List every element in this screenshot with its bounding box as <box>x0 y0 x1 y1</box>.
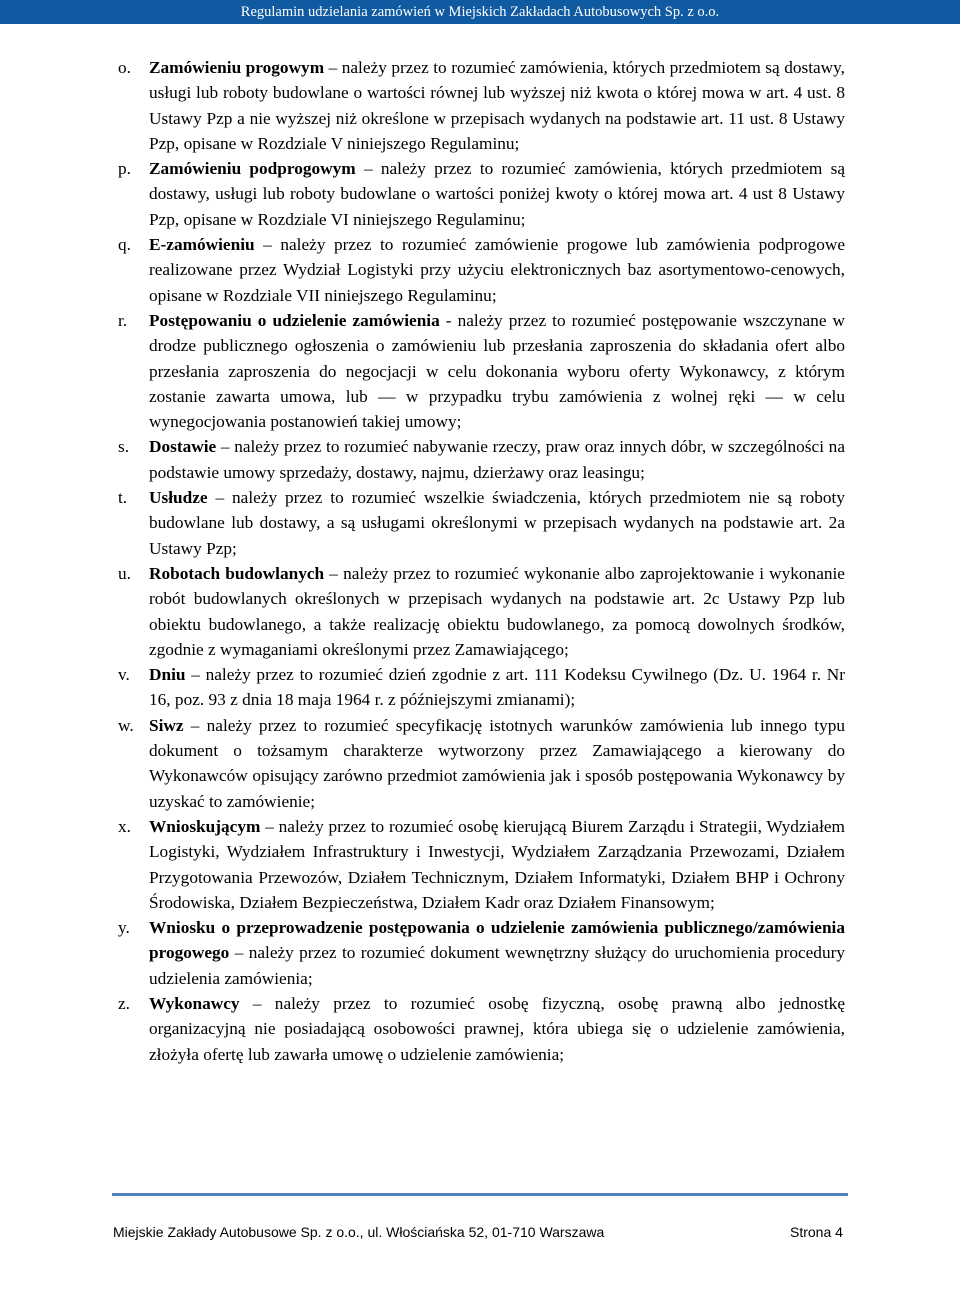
list-item <box>118 485 845 561</box>
item-term: E-zamówieniu <box>149 235 255 255</box>
item-text <box>149 55 845 156</box>
list-item <box>118 308 845 434</box>
item-term: Wniosku o przeprowadzenie postępowania o udzielenie zamówienia publicznego/zamówienia progowego <box>149 918 845 963</box>
item-text <box>149 561 845 662</box>
list-item <box>118 232 845 308</box>
item-definition: – należy przez to rozumieć zamówienia, których przedmiotem są dostawy, usługi lub roboty budowlane o wartości równej lub wyższej niż kwota o której mowa w art. 4 ust. 8 Ustawy Pzp a nie wyższej niż określone w przepisach wydanych na podstawie art. 11 ust. 8 Ustawy Pzp, opisane w Rozdziale V niniejszego Regulaminu; <box>149 58 845 153</box>
item-term: Wykonawcy <box>149 993 240 1013</box>
item-term: Dostawie <box>149 437 217 457</box>
header-title: Regulamin udzielania zamówień w Miejskich Zakładach Autobusowych Sp. z o.o. <box>240 4 720 20</box>
item-marker: x. <box>118 816 131 836</box>
item-definition: – należy przez to rozumieć zamówienia, których przedmiotem są dostawy, usługi lub roboty budowlane o wartości poniżej kwoty o której mowa art. 4 ust 8 Ustawy Pzp, opisane w Rozdziale VI niniejszego Regulaminu; <box>149 159 845 229</box>
item-text <box>149 662 845 713</box>
item-marker: v. <box>118 665 130 685</box>
list-item <box>118 713 845 814</box>
page-number: Strona 4 <box>790 1224 843 1240</box>
item-definition: – należy przez to rozumieć dokument wewnętrzny służący do uruchomienia procedury udzielenia zamówienia; <box>149 943 845 988</box>
list-item <box>118 662 845 713</box>
item-text <box>149 485 845 561</box>
list-item <box>118 814 845 915</box>
list-item <box>118 55 845 156</box>
item-text <box>149 991 845 1067</box>
item-text <box>149 308 845 434</box>
item-term: Dniu <box>149 665 186 685</box>
item-text <box>149 156 845 232</box>
footer-divider <box>112 1193 848 1196</box>
item-term: Robotach budowlanych <box>149 563 325 583</box>
item-marker: p. <box>118 159 131 179</box>
item-marker: u. <box>118 563 131 583</box>
item-definition: - należy przez to rozumieć postępowanie wszczynane w drodze publicznego ogłoszenia o zamówieniu lub przesłania zaproszenia do składania ofert albo przesłania zaproszenia do negocjacji w celu dokonania wyboru oferty Wykonawcy, z którym zostanie zawarta umowa, lub — w przypadku trybu zamówienia z wolnej ręki — w celu wynegocjowania postanowień takiej umowy; <box>149 310 845 432</box>
definitions-list <box>118 55 845 1067</box>
item-definition: – należy przez to rozumieć osobę kierującą Biurem Zarządu i Strategii, Wydziałem Logistyki, Wydziałem Infrastruktury i Inwestycji, Wydziałem Zarządzania Przewozami, Działem Przygotowania Przewozów, Działem Technicznym, Działem Informatyki, Działem BHP i Ochrony Środowiska, Działem Bezpieczeństwa, Działem Kadr oraz Działem Finansowym; <box>149 816 845 912</box>
item-definition: – należy przez to rozumieć nabywanie rzeczy, praw oraz innych dóbr, w szczególności na podstawie umowy sprzedaży, dostawy, najmu, dzierżawy oraz leasingu; <box>149 437 845 482</box>
list-item <box>118 434 845 485</box>
list-item <box>118 156 845 232</box>
item-marker: q. <box>118 235 131 255</box>
item-term: Wnioskującym <box>149 816 261 836</box>
item-marker: t. <box>118 488 128 508</box>
item-marker: w. <box>118 715 134 735</box>
item-term: Zamówieniu podprogowym <box>149 159 356 179</box>
item-marker: s. <box>118 437 130 457</box>
item-term: Postępowaniu o udzielenie zamówienia <box>149 310 440 330</box>
item-definition: – należy przez to rozumieć osobę fizyczną, osobę prawną albo jednostkę organizacyjną nie posiadającą osobowości prawnej, która ubiega się o udzielenie zamówienia, złożyła ofertę lub zawarła umowę o udzielenie zamówienia; <box>149 993 845 1064</box>
list-item <box>118 915 845 991</box>
list-item <box>118 991 845 1067</box>
item-text <box>149 434 845 485</box>
item-marker: y. <box>118 918 130 938</box>
item-definition: – należy przez to rozumieć wszelkie świadczenia, których przedmiotem nie są roboty budowlane lub dostawy, a są usługami określonymi w przepisach wydanych na podstawie art. 2a Ustawy Pzp; <box>149 488 845 558</box>
item-definition: – należy przez to rozumieć dzień zgodnie z art. 111 Kodeksu Cywilnego (Dz. U. 1964 r. Nr 16, poz. 93 z dnia 18 maja 1964 r. z późniejszymi zmianami); <box>149 665 845 710</box>
page-header <box>0 0 960 24</box>
item-term: Siwz <box>149 715 184 735</box>
item-definition: – należy przez to rozumieć specyfikację istotnych warunków zamówienia lub innego typu dokument o tożsamym charakterze wytworzony przez Zamawiającego a kierowany do Wykonawców opisujący zarówno przedmiot zamówienia jak i sposób postępowania Wykonawcy by uzyskać to zamówienie; <box>149 715 845 811</box>
item-term: Zamówieniu progowym <box>149 58 325 77</box>
item-text <box>149 814 845 915</box>
item-definition: – należy przez to rozumieć wykonanie albo zaprojektowanie i wykonanie robót budowlanych określonych w przepisach wydanych na podstawie art. 2c Ustawy Pzp lub obiektu budowlanego, a także realizację obiektu budowlanego, za pomocą dowolnych środków, zgodnie z wymaganiami określonymi przez Zamawiającego; <box>149 563 845 659</box>
item-text <box>149 713 845 814</box>
item-marker: z. <box>118 993 130 1013</box>
item-marker: o. <box>118 58 131 77</box>
item-term: Usłudze <box>149 488 208 508</box>
item-definition: – należy przez to rozumieć zamówienie progowe lub zamówienia podprogowe realizowane przez Wydział Logistyki przy użyciu elektronicznych baz asortymentowo-cenowych, opisane w Rozdziale VII niniejszego Regulaminu; <box>149 235 845 305</box>
item-text <box>149 915 845 991</box>
list-item <box>118 561 845 662</box>
item-text <box>149 232 845 308</box>
footer-address: Miejskie Zakłady Autobusowe Sp. z o.o., ul. Włościańska 52, 01-710 Warszawa <box>113 1224 605 1240</box>
item-marker: r. <box>118 310 128 330</box>
